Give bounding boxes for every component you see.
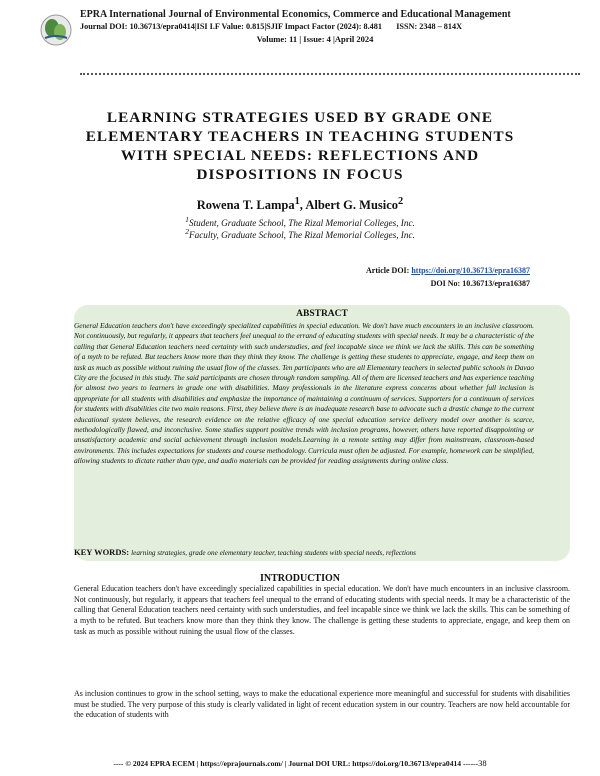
abstract-heading: ABSTRACT — [296, 309, 348, 319]
introduction-heading: INTRODUCTION — [259, 573, 340, 584]
footer-text: ---- © 2024 EPRA ECEM | https://eprajournals.com/ | Journal DOI URL: https://doi.org/10.36713/epra0414 ------ — [113, 759, 479, 768]
author-1-sup: 1 — [294, 196, 300, 207]
abstract-body: General Education teachers don't have exceedingly specialized capabilities in special education. We don't have much encounters in an inclusive classroom. Not continuously, but regularly, it appears that teachers feel unequal to the errand of educating students with special needs. It may be a characteristic of the calling that General Education teachers need certainty with such understudies, and feel incapable since we think we lack the skills. This can be something of a myth to be refuted. But teachers know more than they think they know. The challenge is getting these students to appreciate, engage, and keep them on task as much as possible without ruining the usual flow of the classes. Ten participants who are all Elementary teachers in selected public schools in Davao City are the focused in this study. The said participants are chosen through random sampling. All of them are licensed teachers and has experience teaching for almost two years to learners in grade one with disabilities. Many professionals in the literature express concerns about whether full inclusion is appropriate for all students with disabilities and emphasize the importance of maintaining a continuum of services. Supporters for a continuum of services for students with disabilities cite two main reasons. First, they believe there is an inadequate research base to advocate such a drastic change to the current educational system believes, the research evidence on the relative efficacy of one special education service delivery model over another is scarce, methodologically flawed, and inconclusive. Some studies support positive trends with inclusion programs, however, others have reported disappointing or unsatisfactory academic and social achievement through inclusion models.Learning in a remote setting may differ from mainstream, classroom-based environments. This includes expectations for students and course methodology. Curricula must often be adjusted. For example, homework can be simplified, allowing students to dictate rather than type, and audio materials can be provided for reading assignments during online class. — [74, 321, 534, 466]
article-doi — [366, 266, 530, 275]
page-footer — [0, 758, 600, 768]
keywords-text: learning strategies, grade one elementary teacher, teaching students with special needs, reflections — [131, 549, 416, 557]
author-2-sup: 2 — [398, 196, 404, 207]
issue-info: Volume: 11 | Issue: 4 |April 2024 — [256, 34, 374, 44]
journal-meta: Journal DOI: 10.36713/epra0414|ISI I.F Value: 0.815|SJIF Impact Factor (2024): 8.481 ISSN: 2348 – 814X — [80, 22, 462, 31]
affiliation-2-sup: 2 — [185, 227, 189, 236]
affiliation-2 — [0, 227, 600, 240]
author-1: Rowena T. Lampa — [196, 198, 295, 213]
doi-number-value: 10.36713/epra16387 — [462, 279, 530, 288]
affiliation-2-text: Faculty, Graduate School, The Rizal Memorial Colleges, Inc. — [189, 230, 415, 241]
introduction-paragraph-1: General Education teachers don't have exceedingly specialized capabilities in special education. We don't have much encounters in an inclusive classroom. Not continuously, but regularly, it appears that teachers feel unequal to the errand of educating students with special needs. It may be a characteristic of the calling that General Education teachers need certainty with such understudies, and feel incapable since we think we lack the skills. This can be something of a myth to be refuted. But teachers know more than they think they know. The challenge is getting these students to appreciate, engage, and keep them on task as much as possible without ruining the usual flow of the classes. — [74, 584, 570, 636]
keywords — [74, 547, 570, 557]
doi-number-label: DOI No: — [430, 279, 463, 288]
author-line — [0, 196, 600, 213]
header-divider — [80, 73, 580, 75]
affiliation-1-text: Student, Graduate School, The Rizal Memorial Colleges, Inc. — [188, 218, 415, 229]
article-doi-link[interactable]: https://doi.org/10.36713/epra16387 — [411, 266, 530, 275]
journal-name: EPRA International Journal of Environmental Economics, Commerce and Educational Management — [80, 9, 511, 20]
journal-header — [40, 8, 570, 70]
article-doi-label: Article DOI: — [366, 266, 412, 275]
doi-number — [431, 279, 530, 288]
journal-logo-icon — [40, 14, 72, 46]
keywords-label: KEY WORDS: — [74, 547, 132, 557]
paper-title: LEARNING STRATEGIES USED BY GRADE ONE ELEMENTARY TEACHERS IN TEACHING STUDENTS WITH SPECIAL NEEDS: REFLECTIONS AND DISPOSITIONS IN FOCUS — [85, 109, 515, 183]
affiliation-1-sup: 1 — [185, 215, 189, 224]
author-2: Albert G. Musico — [305, 198, 399, 213]
author-separator: , — [299, 198, 306, 213]
page-number: 38 — [478, 758, 487, 768]
introduction-paragraph-2: As inclusion continues to grow in the school setting, ways to make the educational experience more meaningful and successful for students with disabilities must be studied. The very purpose of this study is clearly validated in light of recent education system in our country. Teachers are now held accountable for the education of students with — [74, 689, 570, 720]
